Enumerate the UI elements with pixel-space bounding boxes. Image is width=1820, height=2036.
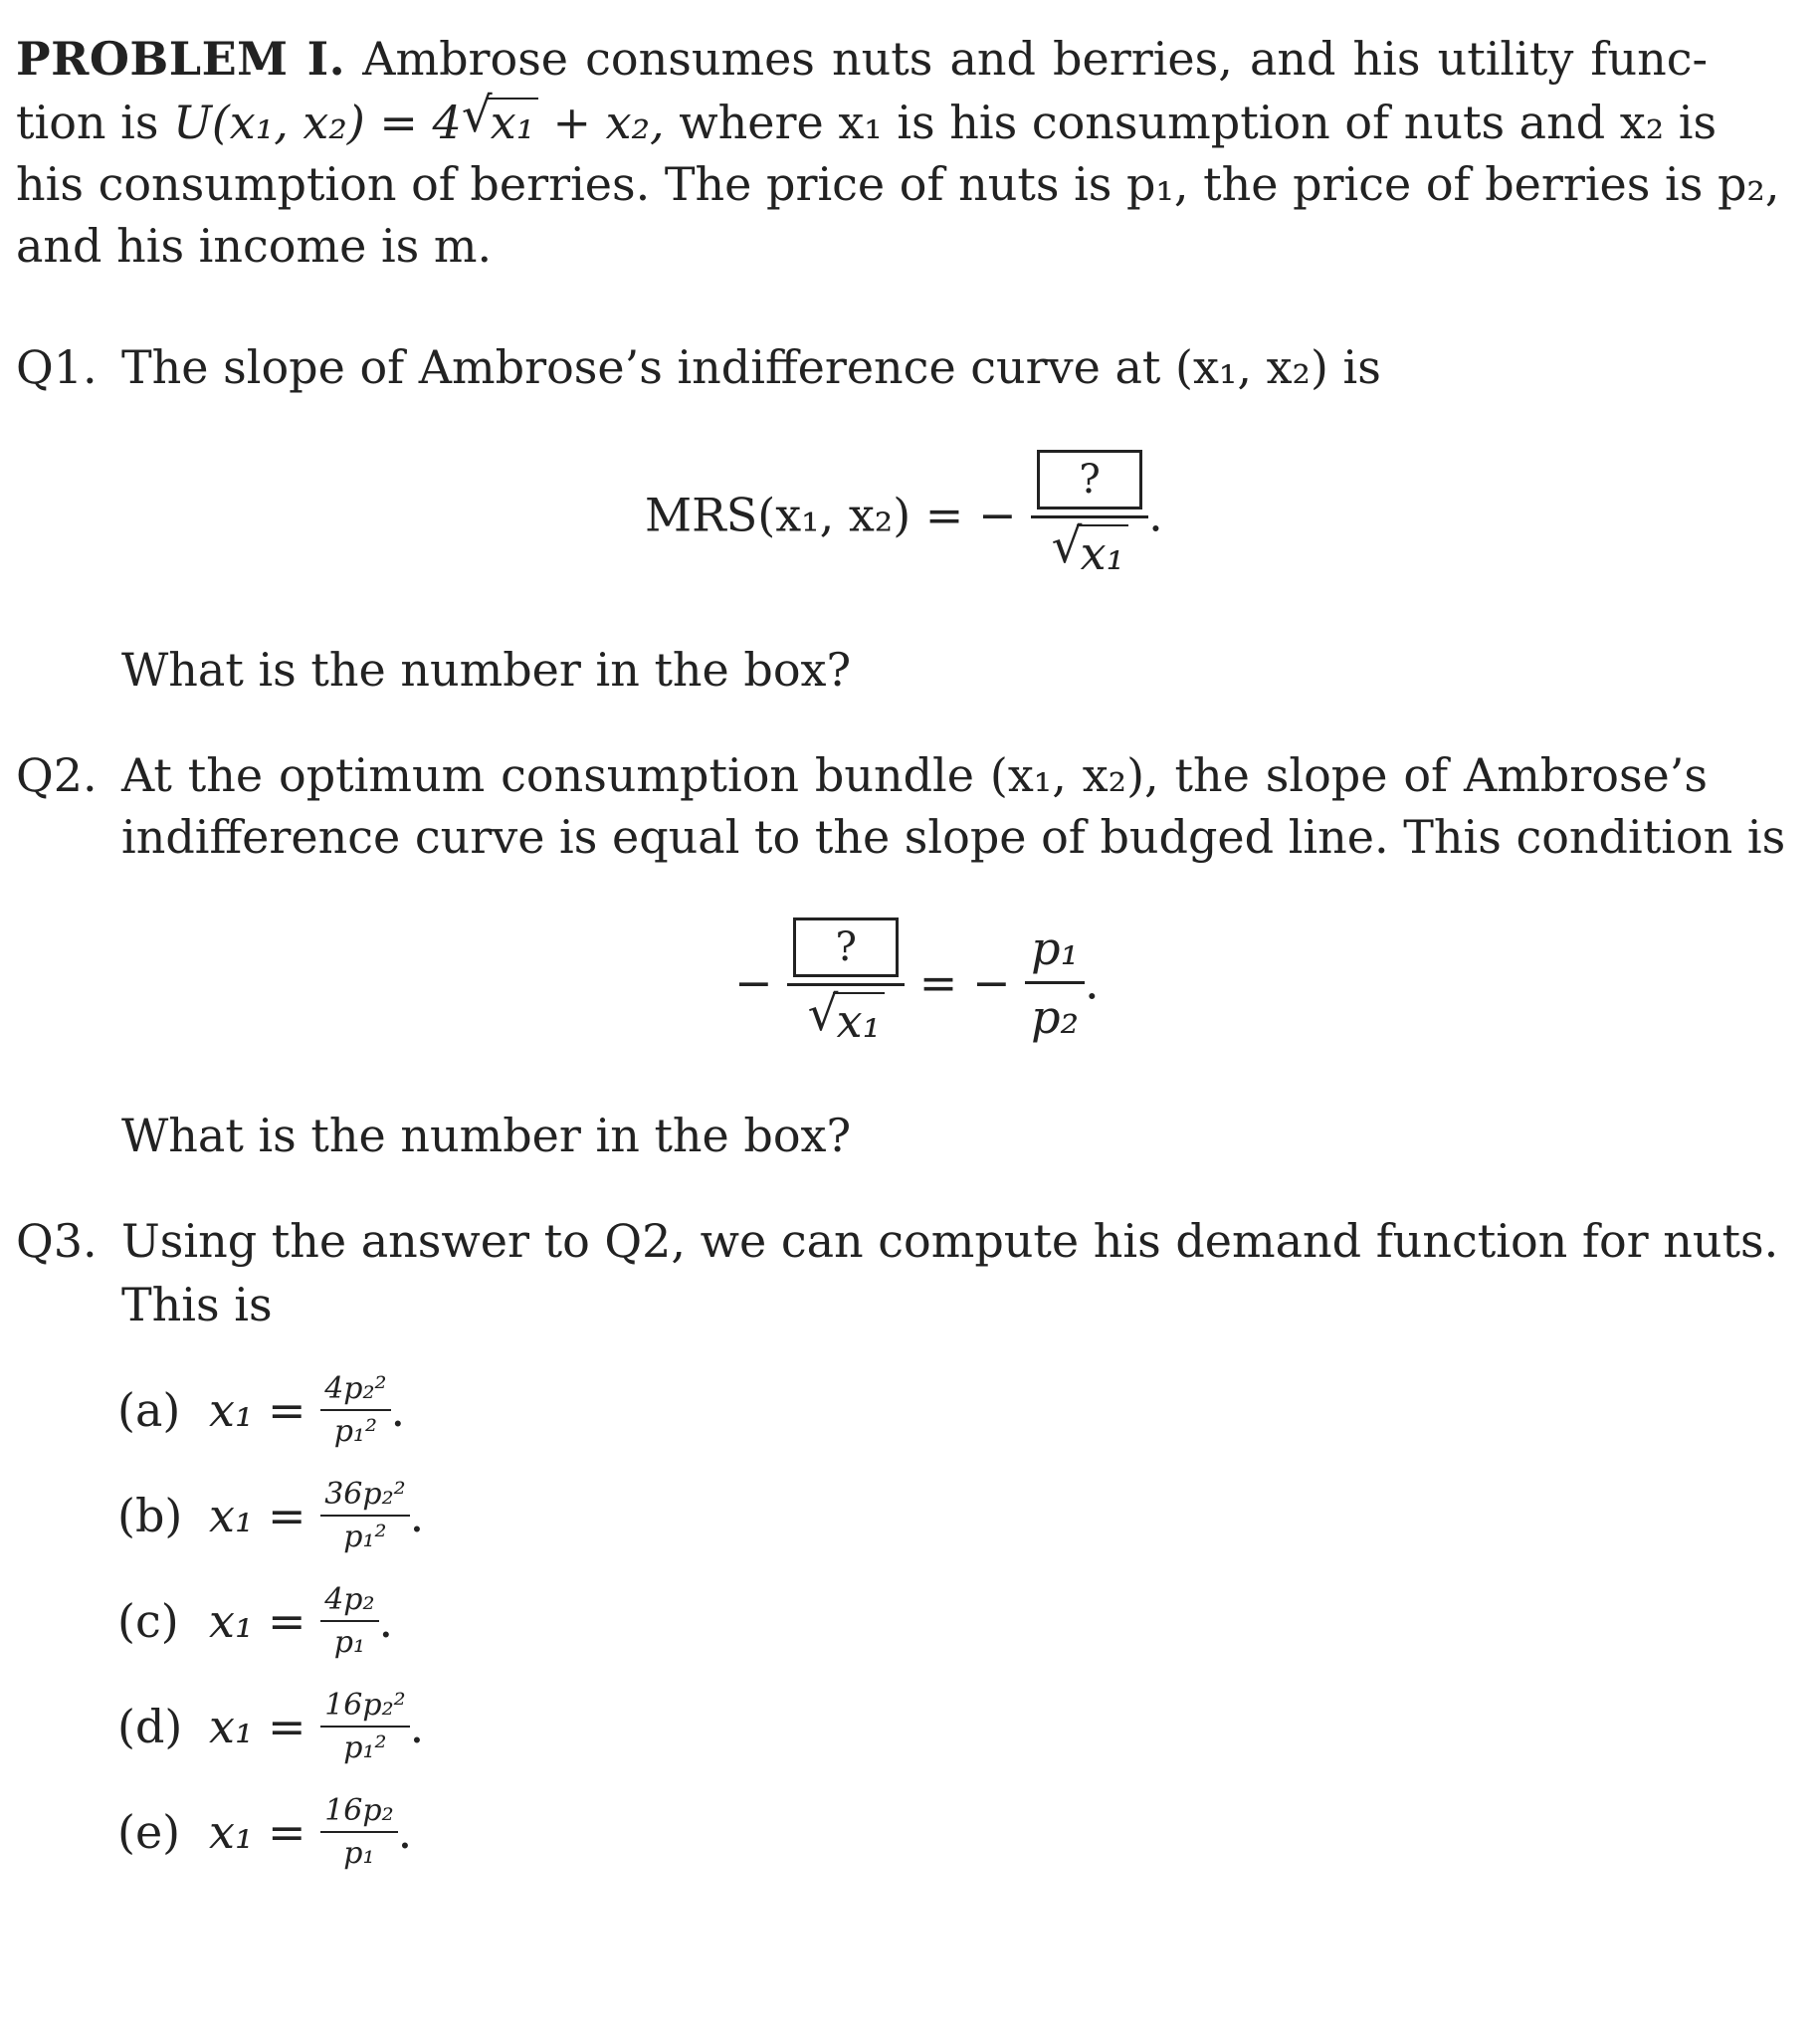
- option-end: .: [397, 1805, 413, 1859]
- option-lhs: x₁ =: [209, 1700, 306, 1753]
- option-fraction: [320, 1582, 378, 1660]
- q2-text-1: At the optimum consumption bundle (x₁, x₂), the slope of Ambrose’s: [121, 748, 1708, 802]
- q1-equation: [645, 450, 1163, 580]
- intro-text-2b: where x₁ is his consumption of nuts and x₂ is: [679, 96, 1718, 149]
- radical-sign: √: [1051, 518, 1083, 575]
- q1-eq-lhs: MRS(x₁, x₂) = −: [645, 488, 1017, 542]
- q2-equation: [734, 917, 1100, 1048]
- option-lhs: x₁ =: [209, 1489, 306, 1542]
- q3-option-b[interactable]: [117, 1477, 424, 1554]
- q2-denominator: [787, 986, 905, 1048]
- q2-price-fraction: [1025, 921, 1085, 1044]
- utility-rhs: + x₂,: [552, 96, 665, 149]
- q2-price-num: p₁: [1025, 921, 1085, 984]
- radical-sign: √: [807, 986, 839, 1043]
- option-denominator: p₁²: [333, 1414, 377, 1449]
- intro-line-3: [16, 157, 1780, 211]
- q2-sqrt: [807, 986, 885, 1048]
- q3-option-a[interactable]: [117, 1371, 405, 1449]
- q1-label: Q1.: [16, 340, 98, 394]
- option-numerator: 16p₂: [320, 1793, 397, 1833]
- option-fraction: [320, 1371, 390, 1449]
- option-label: (e): [117, 1805, 181, 1859]
- q2-question-text: What is the number in the box?: [121, 1109, 852, 1162]
- intro-text-2a: tion is: [16, 96, 159, 149]
- q1-numerator: [1031, 450, 1148, 518]
- intro-text-1: Ambrose consumes nuts and berries, and his utility func-: [362, 32, 1709, 86]
- option-denominator: p₁: [343, 1836, 375, 1871]
- q2-price-den: p₂: [1031, 990, 1080, 1044]
- option-fraction: [320, 1477, 409, 1554]
- option-label: (b): [117, 1489, 183, 1542]
- q1-fraction: [1031, 450, 1148, 580]
- q2-answer-box: ?: [793, 917, 899, 977]
- q3-option-e[interactable]: [117, 1793, 412, 1871]
- q2-numerator: [787, 917, 905, 986]
- intro-text-3: his consumption of berries. The price of nuts is p₁, the price of berries is p₂,: [16, 157, 1780, 211]
- problem-heading: PROBLEM I.: [16, 32, 346, 86]
- q3-line-2: [121, 1278, 273, 1331]
- q1-sqrt: [1051, 518, 1128, 580]
- option-denominator: p₁: [333, 1625, 365, 1660]
- option-numerator: 4p₂²: [320, 1371, 390, 1411]
- q3-option-c[interactable]: [117, 1582, 393, 1660]
- intro-line-2: [16, 88, 1718, 149]
- utility-lhs: U(x₁, x₂) = 4: [173, 96, 462, 149]
- q1-answer-box: ?: [1037, 450, 1142, 509]
- q2-label: Q2.: [16, 748, 98, 802]
- q3-option-d[interactable]: [117, 1688, 424, 1765]
- option-numerator: 4p₂: [320, 1582, 378, 1622]
- q2-question: [121, 1109, 852, 1162]
- option-lhs: x₁ =: [209, 1594, 306, 1648]
- option-denominator: p₁²: [343, 1520, 387, 1554]
- option-end: .: [409, 1700, 425, 1753]
- q3-line-1: [16, 1214, 1779, 1268]
- option-end: .: [390, 1383, 406, 1437]
- option-end: .: [409, 1489, 425, 1542]
- option-fraction: [320, 1793, 397, 1871]
- intro-line-4: [16, 219, 493, 273]
- q2-minus: −: [734, 955, 773, 1010]
- intro-text-4: and his income is m.: [16, 219, 493, 273]
- q3-text-1: Using the answer to Q2, we can compute his demand function for nuts.: [121, 1214, 1779, 1268]
- q3-label: Q3.: [16, 1214, 98, 1268]
- q2-line-2: [121, 810, 1786, 864]
- intro-line-1: [16, 32, 1709, 86]
- option-fraction: [320, 1688, 409, 1765]
- sqrt-argument: x₁: [487, 98, 538, 145]
- q2-den-arg: x₁: [833, 992, 885, 1048]
- q2-line-1: [16, 748, 1708, 802]
- option-end: .: [378, 1594, 394, 1648]
- q2-eq-mid: = −: [918, 955, 1011, 1010]
- option-lhs: x₁ =: [209, 1805, 306, 1859]
- option-lhs: x₁ =: [209, 1383, 306, 1437]
- option-label: (a): [117, 1383, 181, 1437]
- option-numerator: 16p₂²: [320, 1688, 409, 1728]
- option-label: (c): [117, 1594, 179, 1648]
- option-denominator: p₁²: [343, 1731, 387, 1765]
- option-label: (d): [117, 1700, 183, 1753]
- radical-sign: √: [461, 88, 493, 144]
- q3-text-2: This is: [121, 1278, 273, 1331]
- q2-fraction: [787, 917, 905, 1048]
- q1-line: [16, 340, 1381, 394]
- q1-eq-end: .: [1148, 488, 1163, 542]
- q1-question-text: What is the number in the box?: [121, 643, 852, 697]
- option-numerator: 36p₂²: [320, 1477, 409, 1517]
- q2-eq-end: .: [1085, 955, 1100, 1010]
- q1-den-arg: x₁: [1077, 524, 1128, 580]
- q1-denominator: [1031, 518, 1148, 580]
- sqrt-x1: [461, 88, 538, 149]
- q1-question: [121, 643, 852, 697]
- q2-text-2: indifference curve is equal to the slope of budged line. This condition is: [121, 810, 1786, 864]
- q1-text: The slope of Ambrose’s indifference curve at (x₁, x₂) is: [121, 340, 1381, 394]
